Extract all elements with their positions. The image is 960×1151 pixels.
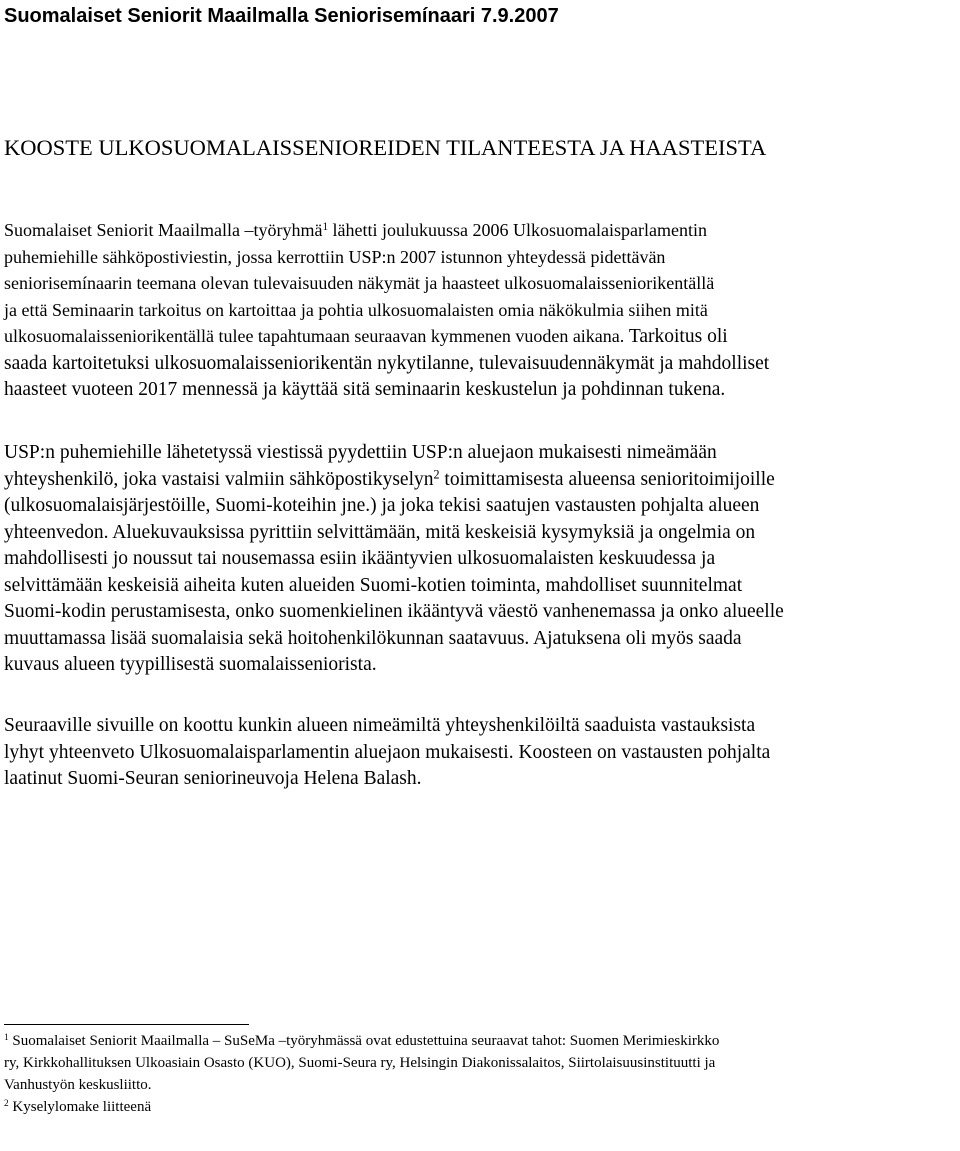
text-line: seniorisemínaarin teemana olevan tulevaisuuden näkymät ja haasteet ulkosuomalaisseniorikentällä bbox=[4, 273, 715, 293]
footnotes bbox=[4, 1030, 719, 1118]
text-line: haasteet vuoteen 2017 mennessä ja käyttää sitä seminaarin keskustelun ja pohdinnan tukena. bbox=[4, 379, 726, 400]
footnote-2 bbox=[4, 1096, 719, 1118]
footnote-ref-2: 2 bbox=[433, 466, 440, 481]
footnote-1-cont: ry, Kirkkohallituksen Ulkoasiain Osasto (KUO), Suomi-Seura ry, Helsingin Diakonissalaitos, Siirtolaisuusinstituutti ja bbox=[4, 1055, 716, 1071]
text-line: saada kartoitetuksi ulkosuomalaisseniorikentän nykytilanne, tulevaisuudennäkymät ja mahdolliset bbox=[4, 352, 770, 374]
text-line: laatinut Suomi-Seuran seniorineuvoja Helena Balash. bbox=[4, 768, 422, 789]
text-run: lähetti joulukuussa 2006 Ulkosuomalaisparlamentin bbox=[328, 220, 707, 240]
document-title: KOOSTE ULKOSUOMALAISSENIOREIDEN TILANTEESTA JA HAASTEISTA bbox=[4, 135, 767, 160]
text-line: USP:n puhemiehille lähetetyssä viestissä pyydettiin USP:n aluejaon mukaisesti nimeämään bbox=[4, 442, 717, 463]
paragraph-intro bbox=[4, 217, 769, 404]
text-run: Suomalaiset Seniorit Maailmalla –työryhmä bbox=[4, 220, 323, 240]
text-line: kuvaus alueen tyypillisestä suomalaisseniorista. bbox=[4, 654, 377, 675]
text-line: selvittämään keskeisiä aiheita kuten alueiden Suomi-kotien toiminta, mahdolliset suunnitelmat bbox=[4, 574, 743, 596]
footnote-1-cont: Vanhustyön keskusliitto. bbox=[4, 1077, 152, 1093]
paragraph-method bbox=[4, 440, 784, 679]
footnote-separator bbox=[4, 1024, 249, 1025]
text-line: mahdollisesti jo noussut tai nousemassa esiin ikääntyvien ulkosuomalaisten keskuudessa ja bbox=[4, 548, 716, 569]
text-line: Seuraaville sivuille on koottu kunkin alueen nimeämiltä yhteyshenkilöiltä saaduista vastauksista bbox=[4, 715, 756, 736]
text-line: (ulkosuomalaisjärjestöille, Suomi-koteihin jne.) ja joka tekisi saatujen vastausten pohjalta alueen bbox=[4, 495, 760, 516]
text-line: ja että Seminaarin tarkoitus on kartoittaa ja pohtia ulkosuomalaisten omia näkökulmia siihen mitä bbox=[4, 299, 708, 320]
text-line bbox=[4, 467, 784, 494]
footnote-marker-1: 1 bbox=[4, 1032, 9, 1043]
footnote-marker-2: 2 bbox=[4, 1098, 9, 1109]
footnote-text: Suomalaiset Seniorit Maailmalla – SuSeMa –työryhmässä ovat edustettuina seuraavat tahot: Suomen Merimieskirkko bbox=[8, 1033, 720, 1049]
document-header: Suomalaiset Seniorit Maailmalla Seniorisemínaari 7.9.2007 bbox=[4, 5, 559, 27]
text-line: puhemiehille sähköpostiviestin, jossa kerrottiin USP:n 2007 istunnon yhteydessä pidettävän bbox=[4, 246, 666, 267]
text-line: muuttamassa lisää suomalaisia sekä hoitohenkilökunnan saatavuus. Ajatuksena oli myös saada bbox=[4, 627, 742, 649]
paragraph-summary bbox=[4, 713, 770, 793]
text-run: ulkosuomalaisseniorikentällä tulee tapahtumaan seuraavan kymmenen vuoden aikana. bbox=[4, 326, 625, 346]
text-line: yhteenvedon. Aluekuvauksissa pyrittiin selvittämään, mitä keskeisiä kysymyksiä ja ongelmia on bbox=[4, 521, 756, 543]
footnote-1 bbox=[4, 1030, 719, 1052]
footnote-text: Kyselylomake liitteenä bbox=[8, 1099, 152, 1115]
text-run: yhteyshenkilö, joka vastaisi valmiin sähköpostikyselyn bbox=[4, 468, 434, 490]
text-line bbox=[4, 217, 769, 244]
text-line: Suomi-kodin perustamisesta, onko suomenkielinen ikääntyvä väestö vanhenemassa ja onko alueelle bbox=[4, 601, 784, 622]
text-line bbox=[4, 323, 769, 351]
text-line: lyhyt yhteenveto Ulkosuomalaisparlamentin aluejaon mukaisesti. Koosteen on vastausten pohjalta bbox=[4, 741, 771, 763]
footnote-ref-1: 1 bbox=[322, 220, 329, 233]
text-run: Tarkoitus oli bbox=[624, 326, 728, 347]
text-run: toimittamisesta alueensa senioritoimijoille bbox=[439, 468, 775, 490]
